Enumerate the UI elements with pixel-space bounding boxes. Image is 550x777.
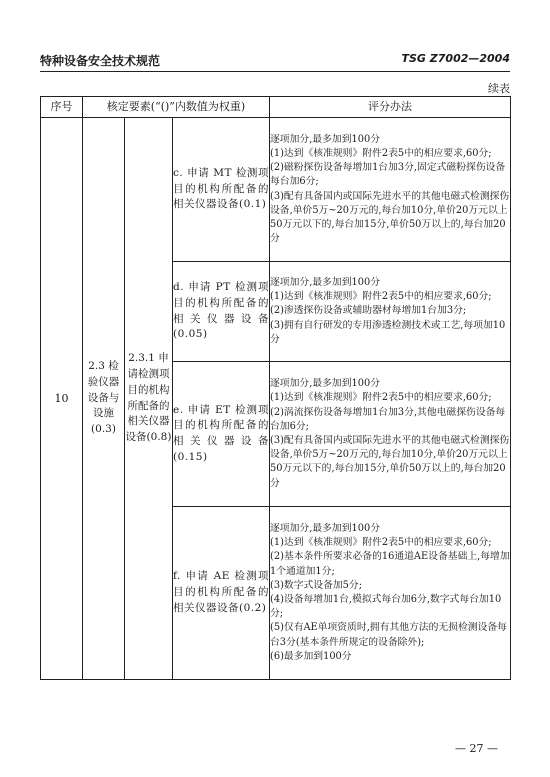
running-header-title: 特种设备安全技术规范 [40,54,161,68]
scoring-line: 逐项加分,最多加到100分 [270,276,381,288]
scoring-line: (1)达到《核准规则》附件2表5中的相应要求,60分; [270,147,492,159]
scoring-line: 逐项加分,最多加到100分 [270,133,381,145]
scoring-line: (3)配有具备国内或国际先进水平的其他电磁式检测探伤设备,单价5万~20万元的,每台加10分,单价20万元以上50万元以下的,每台加15分,单价50万以上的,每台加20分 [270,435,510,489]
item-label-et: e. 申请 ET 检测项目的机构所配备的相关仪器设备(0.15) [173,362,270,507]
item-label-ae: f. 申请 AE 检测项目的机构所配备的相关仪器设备(0.2) [173,507,270,680]
table-row [41,118,511,262]
category-cell: 2.3 检验仪器设备与设施(0.3) [83,118,125,680]
subcategory-cell: 2.3.1 申请检测项目的机构所配备的相关仪器设备(0.8) [125,118,173,680]
header-elements: 核定要素(“()”内数值为权重) [83,97,270,118]
scoring-line: (6)最多加到100分 [270,650,352,662]
scoring-line: (3)配有具备国内或国际先进水平的其他电磁式检测探伤设备,单价5万~20万元的,每台加10分,单价20万元以上50万元以下的,每台加15分,单价50万以上的,每台加20分 [270,190,510,245]
scoring-ae [270,507,511,680]
scoring-line: (5)仅有AE单项资质时,拥有其他方法的无损检测设备每台3分(基本条件所规定的设备除外); [270,622,507,648]
table-header-row [41,97,511,118]
scoring-line: (1)达到《核准规则》附件2表5中的相应要求,60分; [270,392,492,404]
header-scoring: 评分办法 [270,97,511,118]
item-label-mt: c. 申请 MT 检测项目的机构所配备的相关仪器设备(0.1) [173,118,270,262]
header-rule [40,71,510,72]
scoring-line: (2)磁粉探伤设备每增加1台加3分,固定式磁粉探伤设备每台加6分; [270,162,506,188]
scoring-line: (2)涡流探伤设备每增加1台加3分,其他电磁探伤设备每台加6分; [270,406,506,432]
running-header-code: TSG Z7002—2004 [401,52,510,65]
scoring-line: (1)达到《核准规则》附件2表5中的相应要求,60分; [270,537,492,549]
scoring-table [40,96,511,680]
scoring-line: (3)数字式设备加5分; [270,579,363,591]
scoring-pt [270,262,511,362]
page-number: — 27 — [455,742,498,755]
header-no: 序号 [41,97,83,118]
item-label-pt: d. 申请 PT 检测项目的机构所配备的相关仪器设备(0.05) [173,262,270,362]
scoring-mt [270,118,511,262]
row-number: 10 [41,118,83,680]
scoring-line: (3)拥有自行研发的专用渗透检测技术或工艺,每项加10分 [270,319,506,345]
scoring-line: (1)达到《核准规则》附件2表5中的相应要求,60分; [270,291,492,303]
scoring-line: (2)基本条件所要求必备的16通道AE设备基础上,每增加1个通道加1分; [270,551,510,577]
scoring-line: 逐项加分,最多加到100分 [270,522,381,534]
scoring-et [270,362,511,507]
scoring-line: (4)设备每增加1台,模拟式每台加6分,数字式每台加10分; [270,594,502,620]
scoring-line: (2)渗透探伤设备或辅助器材每增加1台加3分; [270,305,467,317]
continued-label: 续表 [488,82,510,95]
scoring-line: 逐项加分,最多加到100分 [270,378,381,390]
